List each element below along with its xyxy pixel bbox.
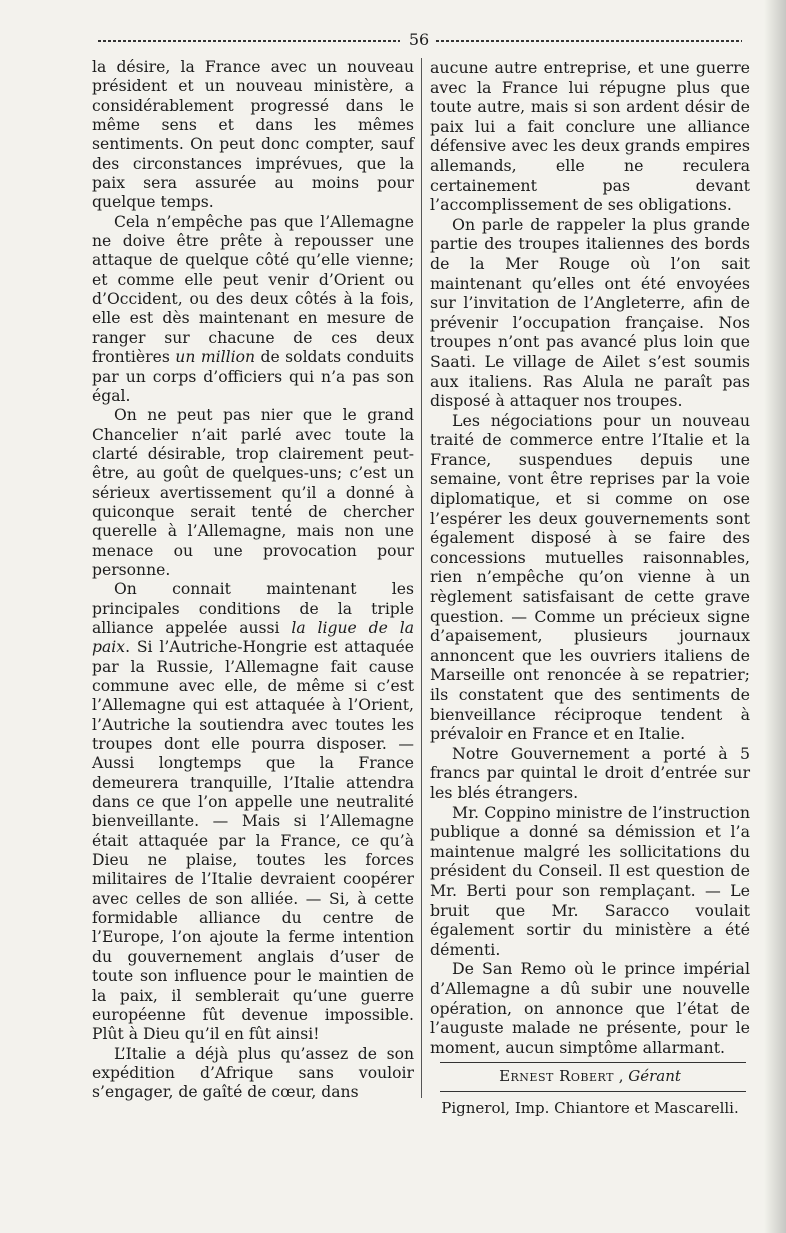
left-paragraph-3: On ne peut pas nier que le grand Chancelier n’ait parlé avec toute la clarté désirable, trop clairement peut-être, au goût de quelques-uns; c’est un sérieux avertissement qu’il a donné à quiconque serait tenté de chercher querelle à l’Allemagne, mais non une menace ou une provocation pour personne.: [92, 406, 414, 579]
gerant-name: Ernest Robert: [499, 1067, 614, 1085]
column-divider: [421, 58, 422, 1098]
left-paragraph-2-text-a: Cela n’empêche pas que l’Allemagne ne doive être prête à repousser une attaque de quelque côté qu’elle vienne; et comme elle peut venir d’Orient ou d’Occident, ou des deux côtés à la fois, elle est dès maintenant en mesure de ranger sur chacune de ces deux frontières: [92, 212, 414, 367]
italic-un-million: un million: [175, 348, 256, 367]
left-paragraph-4-text-a: On connait maintenant les principales conditions de la triple alliance appelée aussi: [92, 580, 414, 637]
gerant-title: Gérant: [628, 1067, 681, 1085]
left-paragraph-2: [92, 213, 414, 406]
header-ornament-left: [98, 40, 400, 42]
left-paragraph-5: L’Italie a déjà plus qu’assez de son expédition d’Afrique sans vouloir s’engager, de gaîté de cœur, dans: [92, 1044, 414, 1102]
page-header: [98, 30, 744, 50]
header-ornament-right: [436, 40, 742, 42]
right-column: [430, 58, 750, 1057]
left-paragraph-1: la désire, la France avec un nouveau président et un nouveau ministère, a considérablement progressé dans le même sens et dans les mêmes sentiments. On peut donc compter, sauf des circonstances imprévues, que la paix sera assurée au moins pour quelque temps.: [92, 58, 414, 212]
right-paragraph-6: De San Remo où le prince impérial d’Allemagne a dû subir une nouvelle opération, on annonce que l’état de l’auguste malade ne présente, pour le moment, aucun simptôme allarmant.: [430, 959, 750, 1057]
right-paragraph-2: On parle de rappeler la plus grande partie des troupes italiennes des bords de la Mer Rouge où l’on sait maintenant qu’elles ont été envoyées sur l’invitation de l’Angleterre, afin de prévenir l’occupation française. Nos troupes n’ont pas avancé plus loin que Saati. Le village de Ailet s’est soumis aux italiens. Ras Alula ne paraît pas disposé à attaquer nos troupes.: [430, 214, 750, 411]
right-paragraph-1: aucune autre entreprise, et une guerre avec la France lui répugne plus que toute autre, mais si son ardent désir de paix lui a fait conclure une alliance défensive avec les deux grands empires allemands, elle ne reculera certainement pas devant l’accomplissement de ses obligations.: [430, 58, 750, 215]
scan-shadow: [764, 0, 786, 1233]
gerant-separator: ,: [613, 1067, 629, 1085]
footer-rule-bottom: [440, 1091, 746, 1092]
left-paragraph-4-text-b: . Si l’Autriche-Hongrie est attaquée par la Russie, l’Allemagne fait cause commune avec elle, de même si c’est l’Allemagne qui est attaquée à l’Orient, l’Autriche la soutiendra avec toutes les troupes dont elle pourra disposer. — Aussi longtemps que la France demeurera tranquille, l’Italie attendra dans ce que l’on appelle une neutralité bienveillante. — Mais si l’Allemagne était attaquée par la France, ce qu’à Dieu ne plaise, toutes les forces militaires de l’Italie devraient coopérer avec celles de son alliée. — Si, à cette formidable alliance du centre de l’Europe, l’on ajoute la ferme intention du gouvernement anglais d’user de toute son influence pour le maintien de la paix, il semblerait qu’une guerre européenne fût devenue impossible. Plût à Dieu qu’il en fût ainsi!: [92, 638, 414, 1044]
page-number: 56: [408, 30, 430, 49]
right-paragraph-3: Les négociations pour un nouveau traité de commerce entre l’Italie et la France, suspendues depuis une semaine, vont être reprises par la voie diplomatique, et si comme on ose l’espérer les deux gouvernements sont également disposé à se faire des concessions mutuelles raisonnables, rien n’empêche qu’on vienne à un règlement satisfaisant de cette grave question. — Comme un précieux signe d’apaisement, plusieurs journaux annoncent que les ouvriers italiens de Marseille ont renoncée à se repatrier; ils constatent que des sentiments de bienveillance réciproque tendent à prévaloir en France et en Italie.: [430, 410, 750, 744]
footer-rule-top: [440, 1062, 746, 1063]
italic-ligue-de-la-paix: la ligue de la paix: [92, 618, 414, 657]
printer-imprint: Pignerol, Imp. Chiantore et Mascarelli.: [441, 1099, 739, 1117]
right-paragraph-4: Notre Gouvernement a porté à 5 francs par quintal le droit d’entrée sur les blés étrangers.: [430, 743, 750, 802]
left-paragraph-4: [92, 580, 414, 1044]
left-column: [92, 58, 414, 1103]
gerant-line: [430, 1066, 750, 1086]
left-paragraph-2-text-b: de soldats conduits par un corps d’officiers qui n’a pas son égal.: [92, 348, 415, 405]
right-paragraph-5: Mr. Coppino ministre de l’instruction publique a donné sa démission et l’a maintenue malgré les sollicitations du président du Conseil. Il est question de Mr. Berti pour son remplaçant. — Le bruit que Mr. Saracco voulait également sortir du ministère a été démenti.: [430, 802, 750, 959]
